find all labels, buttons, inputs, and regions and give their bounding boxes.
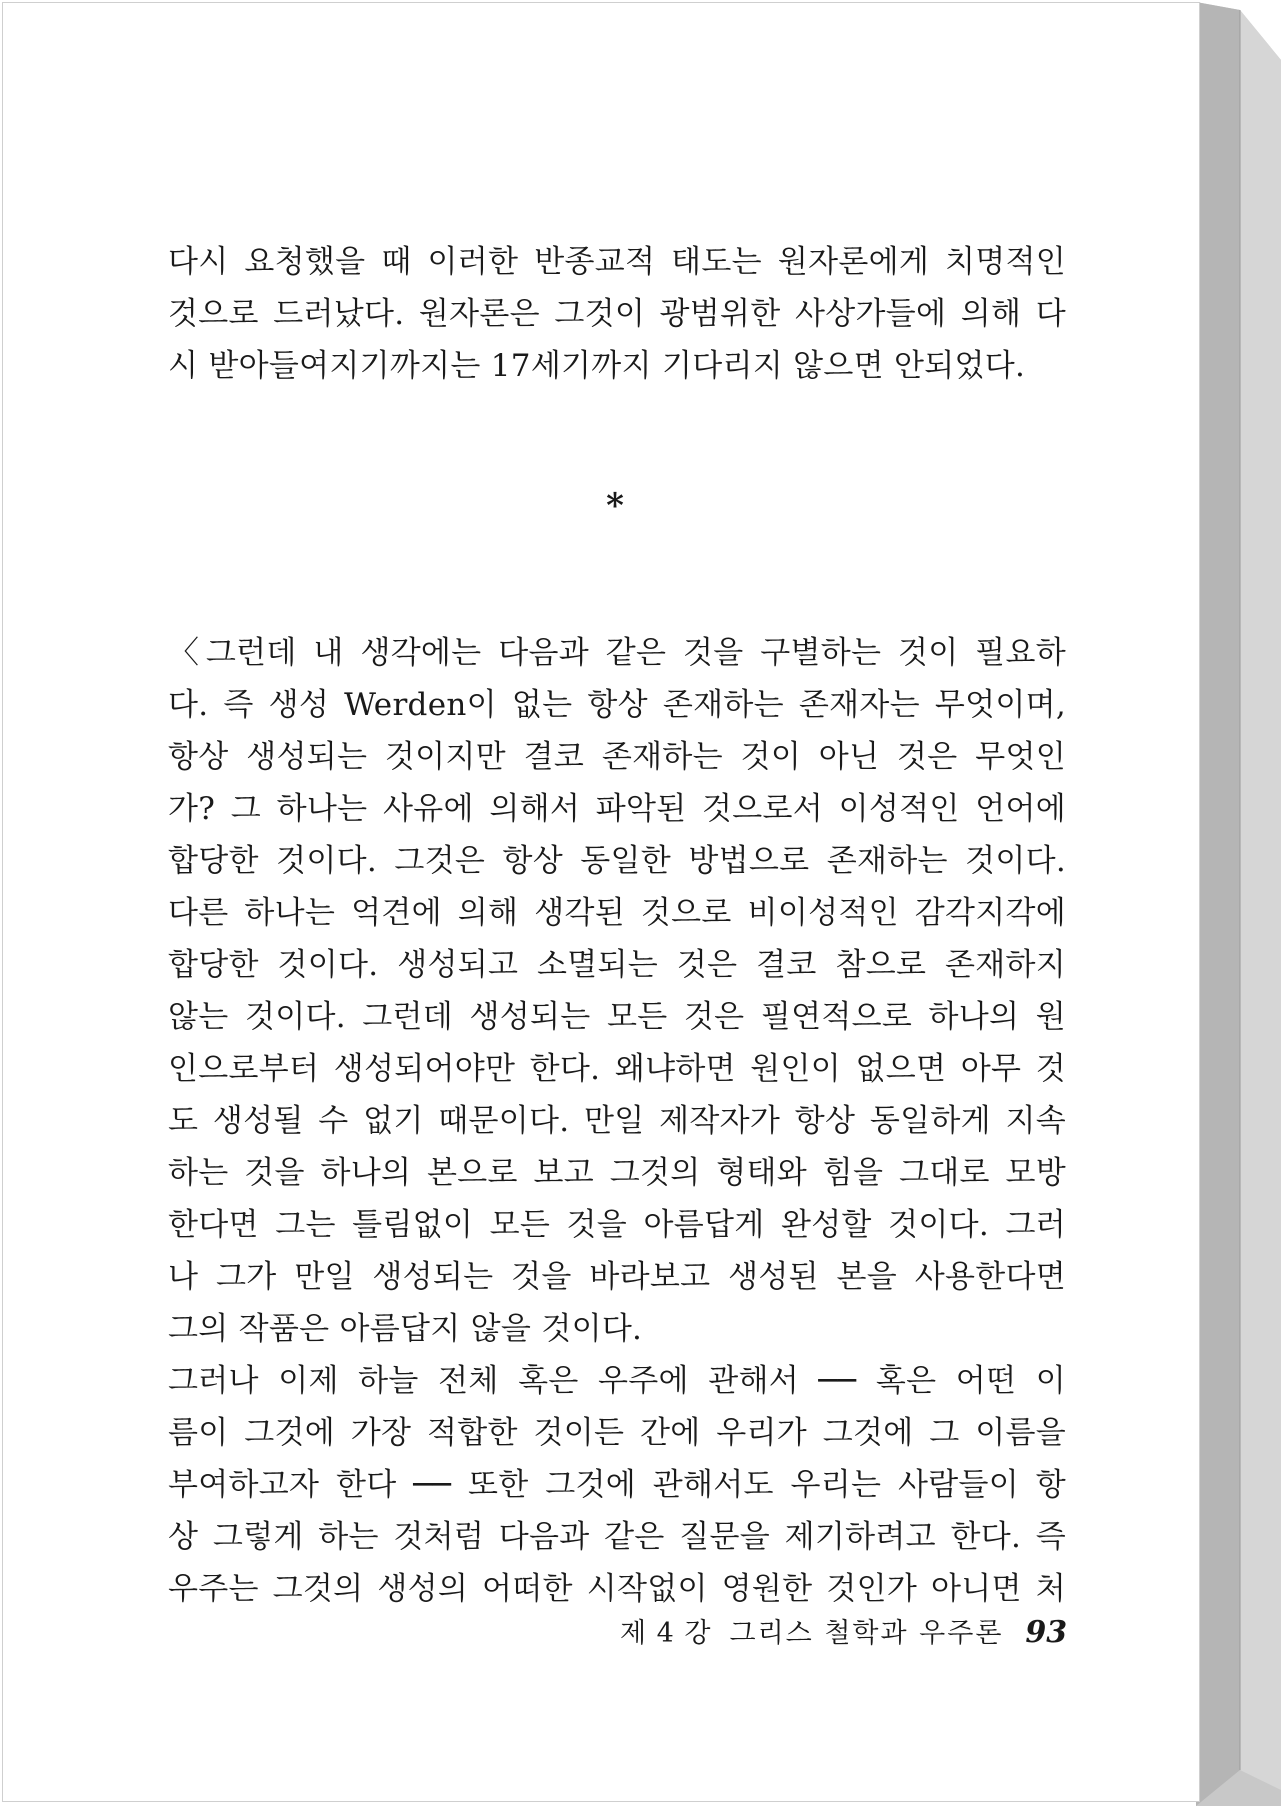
text-line: 름이 그것에 가장 적합한 것이든 간에 우리가 그것에 그 이름을 bbox=[168, 1415, 1066, 1451]
page-edge-shading bbox=[1196, 0, 1281, 1806]
text-line: 다시 요청했을 때 이러한 반종교적 태도는 원자론에게 치명적인 bbox=[168, 244, 1066, 280]
section-break-asterisk: * bbox=[606, 486, 624, 526]
text-line: 인으로부터 생성되어야만 한다. 왜냐하면 원인이 없으면 아무 것 bbox=[168, 1051, 1066, 1087]
text-line: 것으로 드러났다. 원자론은 그것이 광범위한 사상가들에 의해 다 bbox=[168, 296, 1066, 332]
top-paragraph bbox=[168, 236, 1066, 392]
text-line: 그러나 이제 하늘 전체 혹은 우주에 관해서 ── 혹은 어떤 이 bbox=[168, 1363, 1066, 1399]
text-line: 그의 작품은 아름답지 않을 것이다. bbox=[168, 1311, 643, 1347]
book-page-edges bbox=[1196, 0, 1281, 1806]
text-line: 합당한 것이다. 그것은 항상 동일한 방법으로 존재하는 것이다. bbox=[168, 843, 1066, 879]
page-number: 93 bbox=[1025, 1615, 1068, 1650]
text-line: 나 그가 만일 생성되는 것을 바라보고 생성된 본을 사용한다면 bbox=[168, 1259, 1066, 1295]
text-line: 부여하고자 한다 ── 또한 그것에 관해서도 우리는 사람들이 항 bbox=[168, 1467, 1066, 1503]
text-line: 합당한 것이다. 생성되고 소멸되는 것은 결코 참으로 존재하지 bbox=[168, 947, 1066, 983]
footer-title: 그리스 철학과 우주론 bbox=[729, 1618, 1004, 1649]
text-line: 우주는 그것의 생성의 어떠한 시작없이 영원한 것인가 아니면 처 bbox=[168, 1571, 1066, 1607]
text-line: 다. 즉 생성 Werden이 없는 항상 존재하는 존재자는 무엇이며, bbox=[168, 687, 1066, 723]
text-line: 않는 것이다. 그런데 생성되는 모든 것은 필연적으로 하나의 원 bbox=[168, 999, 1066, 1035]
text-line: 〈그런데 내 생각에는 다음과 같은 것을 구별하는 것이 필요하 bbox=[168, 635, 1066, 671]
text-line: 가? 그 하나는 사유에 의해서 파악된 것으로서 이성적인 언어에 bbox=[168, 791, 1066, 827]
text-line: 항상 생성되는 것이지만 결코 존재하는 것이 아닌 것은 무엇인 bbox=[168, 739, 1066, 775]
text-line: 도 생성될 수 없기 때문이다. 만일 제작자가 항상 동일하게 지속 bbox=[168, 1103, 1066, 1139]
text-line: 상 그렇게 하는 것처럼 다음과 같은 질문을 제기하려고 한다. 즉 bbox=[168, 1519, 1066, 1555]
text-line: 한다면 그는 틀림없이 모든 것을 아름답게 완성할 것이다. 그러 bbox=[168, 1207, 1066, 1243]
running-footer bbox=[620, 1613, 1067, 1654]
footer-chapter: 제 4 강 bbox=[620, 1618, 712, 1649]
text-line: 시 받아들여지기까지는 17세기까지 기다리지 않으면 안되었다. bbox=[168, 348, 1026, 384]
main-text bbox=[168, 627, 1066, 1615]
text-line: 하는 것을 하나의 본으로 보고 그것의 형태와 힘을 그대로 모방 bbox=[168, 1155, 1066, 1191]
text-line: 다른 하나는 억견에 의해 생각된 것으로 비이성적인 감각지각에 bbox=[168, 895, 1066, 931]
